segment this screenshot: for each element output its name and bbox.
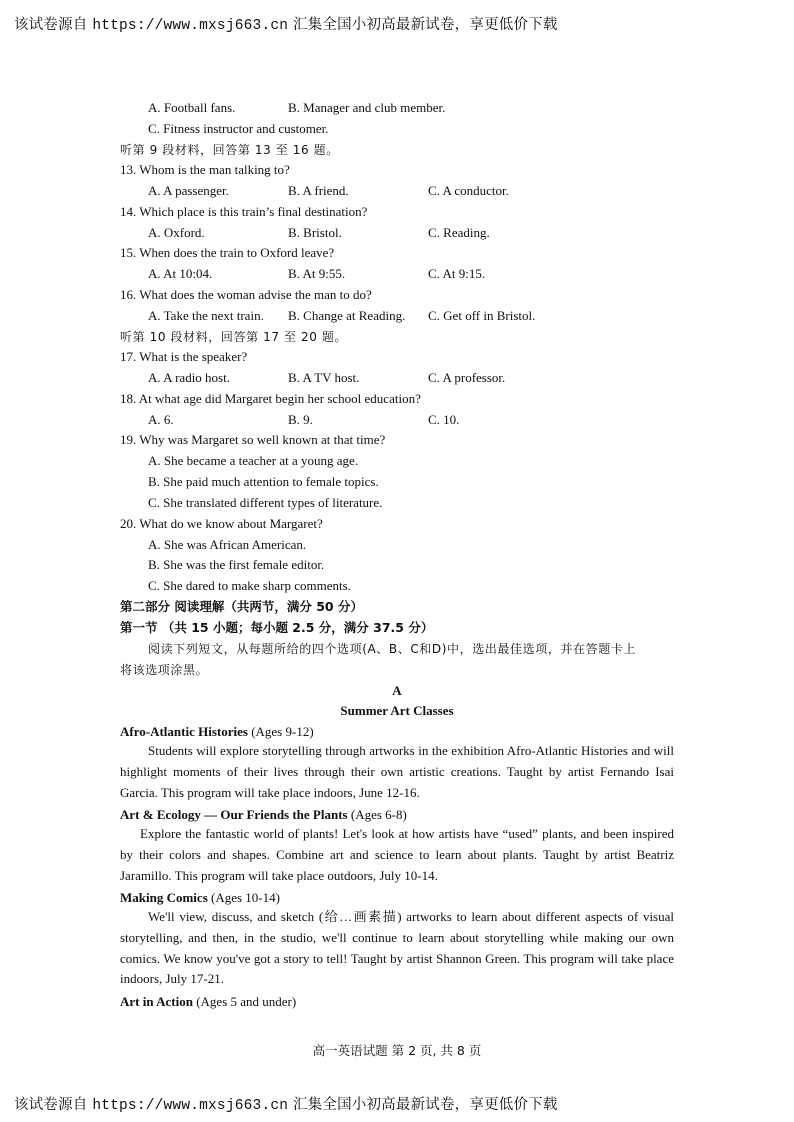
q15-stem: 15. When does the train to Oxford leave? <box>120 245 335 260</box>
passage-title: Summer Art Classes <box>340 703 454 718</box>
q18-stem: 18. At what age did Margaret begin her school education? <box>120 391 421 406</box>
q18-option-c: C. 10. <box>428 412 460 427</box>
q20-option-c: C. She dared to make sharp comments. <box>148 578 351 593</box>
q15-option-a: A. At 10:04. <box>148 266 213 281</box>
q12-option-b: B. Manager and club member. <box>288 100 446 115</box>
q14-option-b: B. Bristol. <box>288 225 342 240</box>
q16-option-a: A. Take the next train. <box>148 308 264 323</box>
class2-description: Explore the fantastic world of plants! Let's look at how artists have “used” plants, and been inspired by their colors and shapes. Combine art and science to learn about plants. Taught by artist Beatriz Jaramillo. This program will take place outdoors, July 10-14. <box>120 826 674 883</box>
q13-stem: 13. Whom is the man talking to? <box>120 162 290 177</box>
banner-suffix: 汇集全国小初高最新试卷，享更低价下载 <box>292 17 558 33</box>
q12-option-a: A. Football fans. <box>148 100 236 115</box>
class1-heading <box>120 724 314 740</box>
passage-letter: A <box>392 683 402 698</box>
q15-option-b: B. At 9:55. <box>288 266 346 281</box>
q19-option-b: B. She paid much attention to female topics. <box>148 474 379 489</box>
class4-heading <box>120 994 296 1010</box>
part2-instruction-line1: 阅读下列短文，从每题所给的四个选项(A、B、C和D)中，选出最佳选项，并在答题卡上 <box>148 642 637 656</box>
q12-option-c: C. Fitness instructor and customer. <box>148 121 329 136</box>
class1-ages: (Ages 9-12) <box>247 724 314 739</box>
class2-name: Art & Ecology — Our Friends the Plants <box>120 807 348 822</box>
q16-option-c: C. Get off in Bristol. <box>428 308 536 323</box>
banner-url-link[interactable]: https://www.mxsj663.cn <box>92 1098 289 1114</box>
q20-option-b: B. She was the first female editor. <box>148 557 325 572</box>
source-banner-bottom <box>14 1093 558 1114</box>
q16-stem: 16. What does the woman advise the man to do? <box>120 287 372 302</box>
banner-url-link[interactable]: https://www.mxsj663.cn <box>92 18 289 34</box>
q20-stem: 20. What do we know about Margaret? <box>120 516 323 531</box>
section-9-instruction: 听第 9 段材料，回答第 13 至 16 题。 <box>120 143 339 157</box>
q16-option-b: B. Change at Reading. <box>288 308 406 323</box>
part2-title: 第二部分 阅读理解（共两节，满分 50 分） <box>120 599 363 614</box>
banner-suffix: 汇集全国小初高最新试卷，享更低价下载 <box>292 1097 558 1113</box>
class2-ages: (Ages 6-8) <box>347 807 407 822</box>
page-footer: 高一英语试题 第 2 页, 共 8 页 <box>312 1043 482 1058</box>
q20-option-a: A. She was African American. <box>148 537 307 552</box>
q14-stem: 14. Which place is this train’s final destination? <box>120 204 368 219</box>
q13-option-b: B. A friend. <box>288 183 349 198</box>
part2-section1-title: 第一节 （共 15 小题；每小题 2.5 分，满分 37.5 分） <box>120 620 434 635</box>
banner-prefix: 该试卷源自 <box>14 17 88 33</box>
source-banner-top <box>14 13 558 34</box>
q18-option-a: A. 6. <box>148 412 174 427</box>
class4-ages: (Ages 5 and under) <box>192 994 297 1009</box>
q14-option-a: A. Oxford. <box>148 225 205 240</box>
q15-option-c: C. At 9:15. <box>428 266 486 281</box>
class1-name: Afro-Atlantic Histories <box>120 724 248 739</box>
q14-option-c: C. Reading. <box>428 225 490 240</box>
q17-option-c: C. A professor. <box>428 370 506 385</box>
part2-instruction-line2: 将该选项涂黑。 <box>120 663 209 677</box>
class3-heading <box>120 890 280 906</box>
q18-option-b: B. 9. <box>288 412 313 427</box>
q17-option-a: A. A radio host. <box>148 370 230 385</box>
q17-option-b: B. A TV host. <box>288 370 360 385</box>
class2-heading <box>120 807 407 823</box>
q19-stem: 19. Why was Margaret so well known at that time? <box>120 432 386 447</box>
class4-name: Art in Action <box>120 994 193 1009</box>
q13-option-c: C. A conductor. <box>428 183 509 198</box>
class3-ages: (Ages 10-14) <box>207 890 280 905</box>
class3-name: Making Comics <box>120 890 208 905</box>
q17-stem: 17. What is the speaker? <box>120 349 248 364</box>
q13-option-a: A. A passenger. <box>148 183 229 198</box>
class3-description: We'll view, discuss, and sketch (给…画素描) artworks to learn about different aspects of visual storytelling, and then, in the studio, we'll continue to learn about storytelling while making our own comics. We know you've got a story to tell! Taught by artist Shannon Green. This program will take place indoors, July 17-21. <box>120 909 674 987</box>
q19-option-a: A. She became a teacher at a young age. <box>148 453 359 468</box>
class1-description: Students will explore storytelling through artworks in the exhibition Afro-Atlantic Histories and will highlight moments of their lives through their own artistic creations. Taught by artist Fernando Isai Garcia. This program will take place indoors, June 12-16. <box>120 743 674 800</box>
section-10-instruction: 听第 10 段材料，回答第 17 至 20 题。 <box>120 330 348 344</box>
banner-prefix: 该试卷源自 <box>14 1097 88 1113</box>
q19-option-c: C. She translated different types of literature. <box>148 495 383 510</box>
